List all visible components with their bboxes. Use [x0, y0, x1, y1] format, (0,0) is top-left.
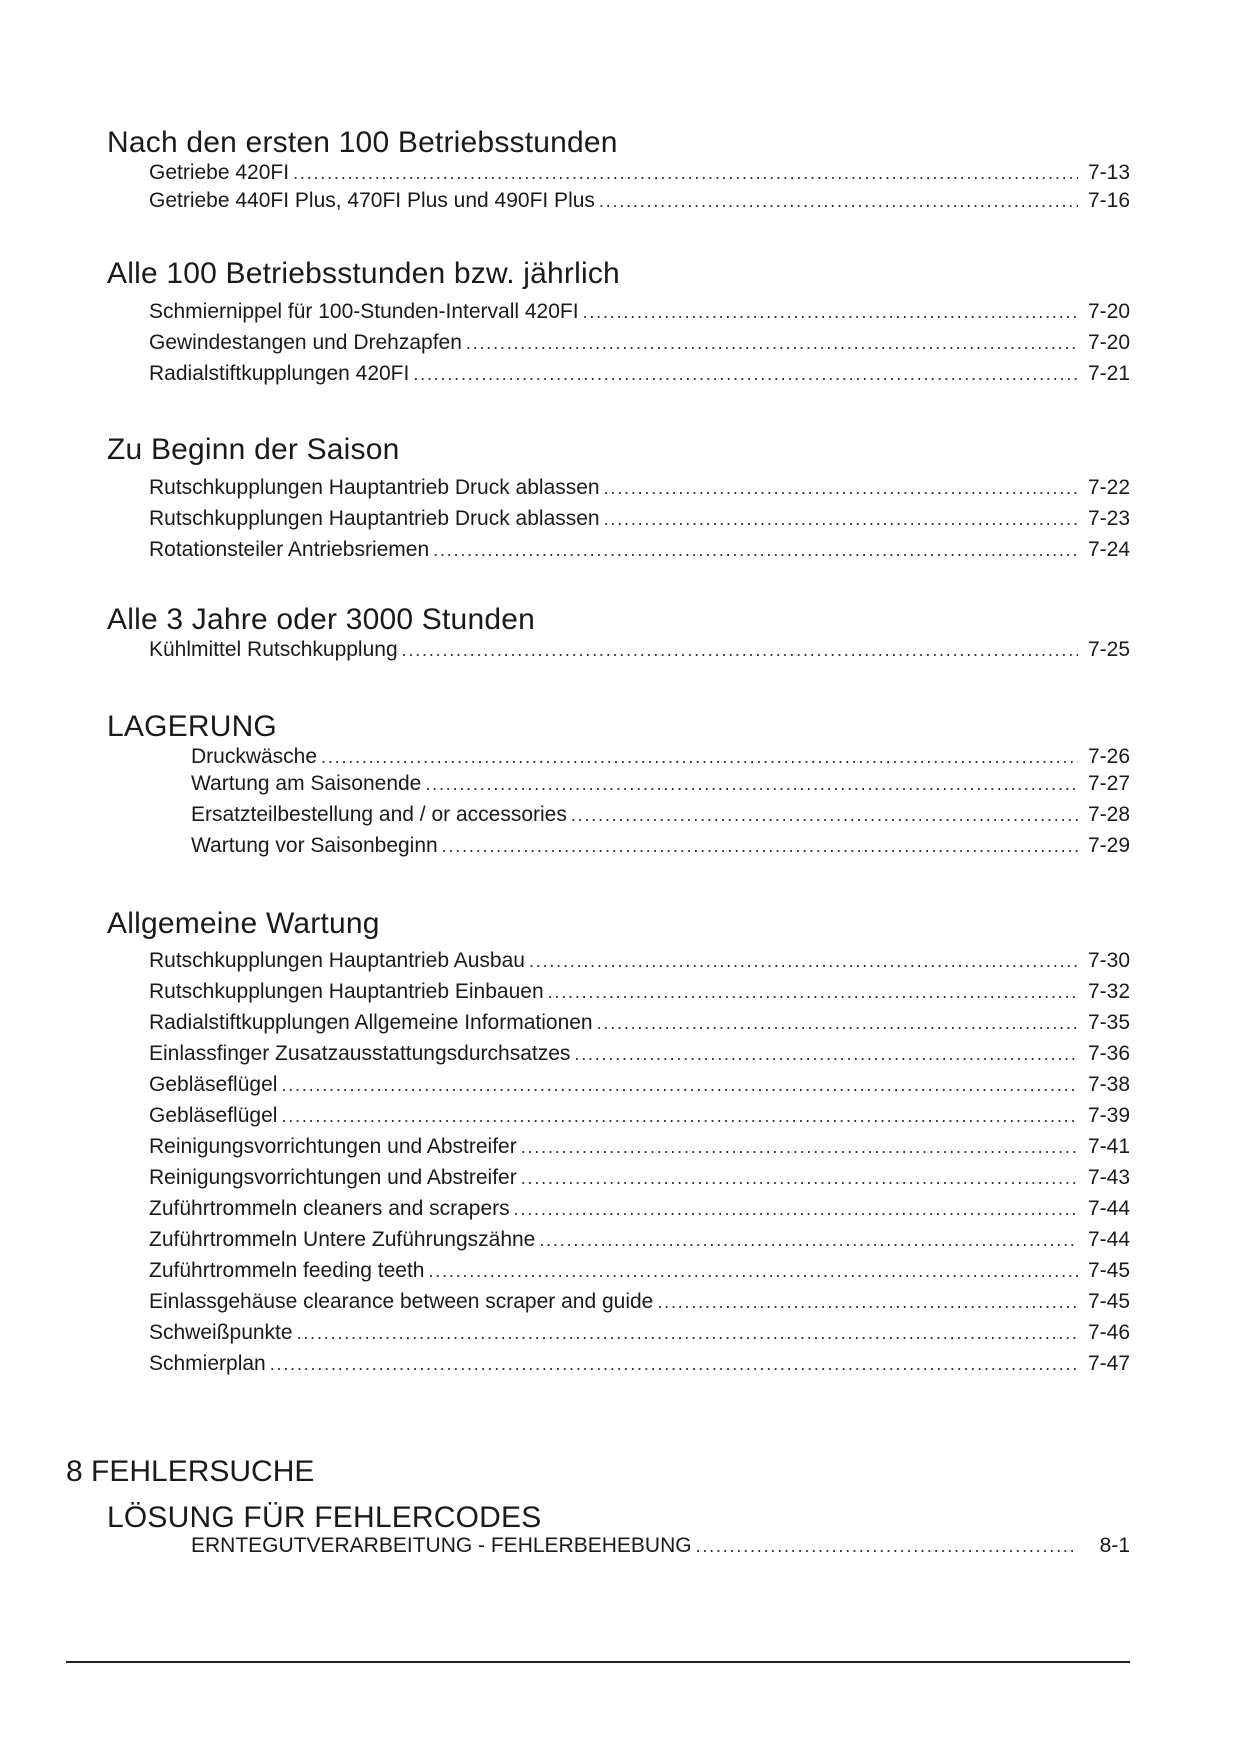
toc-entry-page: 7-45	[1087, 1259, 1130, 1282]
dot-leader	[293, 159, 1078, 187]
toc-entry-page: 7-29	[1087, 834, 1130, 857]
toc-entry-page: 7-25	[1087, 638, 1130, 661]
dot-leader	[597, 1009, 1078, 1037]
toc-entry-title: Zuführtrommeln Untere Zuführungszähne	[149, 1228, 536, 1251]
dot-leader	[413, 360, 1078, 388]
toc-entry-page: 7-26	[1087, 745, 1130, 768]
footer-rule	[66, 1661, 1130, 1663]
dot-leader	[696, 1532, 1078, 1560]
dot-leader	[604, 474, 1078, 502]
toc-entry-page: 7-44	[1087, 1228, 1130, 1251]
dot-leader	[442, 832, 1078, 860]
toc-entry[interactable]	[149, 329, 1130, 357]
toc-entry-title: Druckwäsche	[191, 745, 318, 768]
dot-leader	[433, 536, 1078, 564]
section-heading: Alle 100 Betriebsstunden bzw. jährlich	[107, 257, 620, 290]
toc-entry[interactable]	[149, 1009, 1130, 1037]
section-heading: Allgemeine Wartung	[107, 907, 380, 940]
toc-entry-page: 8-1	[1099, 1534, 1130, 1557]
dot-leader	[270, 1350, 1078, 1378]
dot-leader	[321, 743, 1078, 771]
toc-entry-title: Zuführtrommeln feeding teeth	[149, 1259, 425, 1282]
dot-leader	[521, 1133, 1078, 1161]
toc-entry[interactable]	[191, 832, 1130, 860]
toc-entry-page: 7-45	[1087, 1290, 1130, 1313]
toc-entry-title: Kühlmittel Rutschkupplung	[149, 638, 398, 661]
toc-entry-title: Reinigungsvorrichtungen und Abstreifer	[149, 1166, 517, 1189]
toc-entry[interactable]	[149, 1040, 1130, 1068]
toc-entry[interactable]	[149, 1319, 1130, 1347]
toc-entry-page: 7-13	[1087, 161, 1130, 184]
toc-entry[interactable]	[191, 1532, 1130, 1560]
toc-entry[interactable]	[149, 1071, 1130, 1099]
dot-leader	[281, 1071, 1078, 1099]
section-heading: LÖSUNG FÜR FEHLERCODES	[107, 1501, 542, 1534]
toc-entry[interactable]	[149, 1288, 1130, 1316]
toc-entry-title: Radialstiftkupplungen Allgemeine Informationen	[149, 1011, 593, 1034]
toc-entry-title: Rutschkupplungen Hauptantrieb Druck ablassen	[149, 476, 600, 499]
chapter-title: 8 FEHLERSUCHE	[66, 1455, 315, 1488]
toc-entry-page: 7-47	[1087, 1352, 1130, 1375]
dot-leader	[281, 1102, 1078, 1130]
dot-leader	[529, 947, 1078, 975]
toc-entry-title: Zuführtrommeln cleaners and scrapers	[149, 1197, 510, 1220]
toc-entry-title: Schweißpunkte	[149, 1321, 293, 1344]
toc-entry[interactable]	[191, 801, 1130, 829]
toc-entry-title: Wartung am Saisonende	[191, 772, 422, 795]
toc-entry-title: Reinigungsvorrichtungen und Abstreifer	[149, 1135, 517, 1158]
dot-leader	[599, 187, 1078, 215]
toc-entry-page: 7-24	[1087, 538, 1130, 561]
toc-entry-page: 7-16	[1087, 189, 1130, 212]
toc-entry-title: Gebläseflügel	[149, 1104, 278, 1127]
toc-entry[interactable]	[149, 978, 1130, 1006]
dot-leader	[548, 978, 1078, 1006]
toc-entry-title: Ersatzteilbestellung and / or accessories	[191, 803, 567, 826]
dot-leader	[657, 1288, 1078, 1316]
dot-leader	[571, 801, 1078, 829]
toc-entry[interactable]	[149, 1226, 1130, 1254]
toc-entry-title: ERNTEGUTVERARBEITUNG - FEHLERBEHEBUNG	[191, 1534, 692, 1557]
toc-entry-page: 7-20	[1087, 300, 1130, 323]
toc-entry-page: 7-44	[1087, 1197, 1130, 1220]
toc-entry-page: 7-43	[1087, 1166, 1130, 1189]
toc-entry[interactable]	[149, 505, 1130, 533]
toc-entry[interactable]	[149, 1350, 1130, 1378]
toc-entry-page: 7-23	[1087, 507, 1130, 530]
toc-entry-title: Getriebe 420FI	[149, 161, 290, 184]
dot-leader	[402, 636, 1078, 664]
section-heading: Alle 3 Jahre oder 3000 Stunden	[107, 603, 535, 636]
toc-entry-title: Wartung vor Saisonbeginn	[191, 834, 438, 857]
toc-entry-page: 7-46	[1087, 1321, 1130, 1344]
dot-leader	[583, 298, 1078, 326]
toc-entry-title: Radialstiftkupplungen 420FI	[149, 362, 410, 385]
toc-entry[interactable]	[149, 947, 1130, 975]
section-heading: Nach den ersten 100 Betriebsstunden	[107, 126, 618, 159]
toc-entry-title: Gewindestangen und Drehzapfen	[149, 331, 462, 354]
toc-entry-title: Einlassfinger Zusatzausstattungsdurchsatzes	[149, 1042, 571, 1065]
toc-entry[interactable]	[149, 474, 1130, 502]
toc-entry-page: 7-41	[1087, 1135, 1130, 1158]
dot-leader	[428, 1257, 1078, 1285]
toc-entry[interactable]	[149, 298, 1130, 326]
toc-entry[interactable]	[191, 743, 1130, 771]
toc-entry[interactable]	[149, 159, 1130, 187]
toc-entry[interactable]	[149, 360, 1130, 388]
toc-entry[interactable]	[149, 1164, 1130, 1192]
toc-entry-page: 7-30	[1087, 949, 1130, 972]
dot-leader	[521, 1164, 1078, 1192]
toc-entry-title: Rotationsteiler Antriebsriemen	[149, 538, 430, 561]
toc-entry-page: 7-32	[1087, 980, 1130, 1003]
toc-entry[interactable]	[191, 770, 1130, 798]
toc-entry[interactable]	[149, 536, 1130, 564]
toc-entry-page: 7-21	[1087, 362, 1130, 385]
toc-entry-page: 7-27	[1087, 772, 1130, 795]
section-heading: Zu Beginn der Saison	[107, 433, 400, 466]
toc-entry[interactable]	[149, 1257, 1130, 1285]
dot-leader	[514, 1195, 1078, 1223]
toc-entry-page: 7-39	[1087, 1104, 1130, 1127]
toc-entry-title: Schmierplan	[149, 1352, 266, 1375]
toc-entry-page: 7-28	[1087, 803, 1130, 826]
toc-entry-page: 7-36	[1087, 1042, 1130, 1065]
dot-leader	[539, 1226, 1078, 1254]
toc-entry-page: 7-22	[1087, 476, 1130, 499]
toc-entry[interactable]	[149, 1133, 1130, 1161]
dot-leader	[604, 505, 1078, 533]
toc-entry-title: Schmiernippel für 100-Stunden-Intervall 420FI	[149, 300, 579, 323]
toc-entry[interactable]	[149, 1102, 1130, 1130]
toc-entry-page: 7-20	[1087, 331, 1130, 354]
toc-entry-page: 7-35	[1087, 1011, 1130, 1034]
dot-leader	[297, 1319, 1078, 1347]
dot-leader	[466, 329, 1078, 357]
toc-entry-title: Getriebe 440FI Plus, 470FI Plus und 490FI Plus	[149, 189, 595, 212]
toc-entry-page: 7-38	[1087, 1073, 1130, 1096]
section-heading: LAGERUNG	[107, 710, 277, 743]
dot-leader	[574, 1040, 1078, 1068]
toc-entry[interactable]	[149, 187, 1130, 215]
toc-entry[interactable]	[149, 636, 1130, 664]
toc-entry-title: Rutschkupplungen Hauptantrieb Druck ablassen	[149, 507, 600, 530]
dot-leader	[425, 770, 1078, 798]
toc-entry-title: Einlassgehäuse clearance between scraper and guide	[149, 1290, 654, 1313]
toc-entry[interactable]	[149, 1195, 1130, 1223]
toc-entry-title: Rutschkupplungen Hauptantrieb Einbauen	[149, 980, 544, 1003]
toc-entry-title: Gebläseflügel	[149, 1073, 278, 1096]
toc-entry-title: Rutschkupplungen Hauptantrieb Ausbau	[149, 949, 525, 972]
